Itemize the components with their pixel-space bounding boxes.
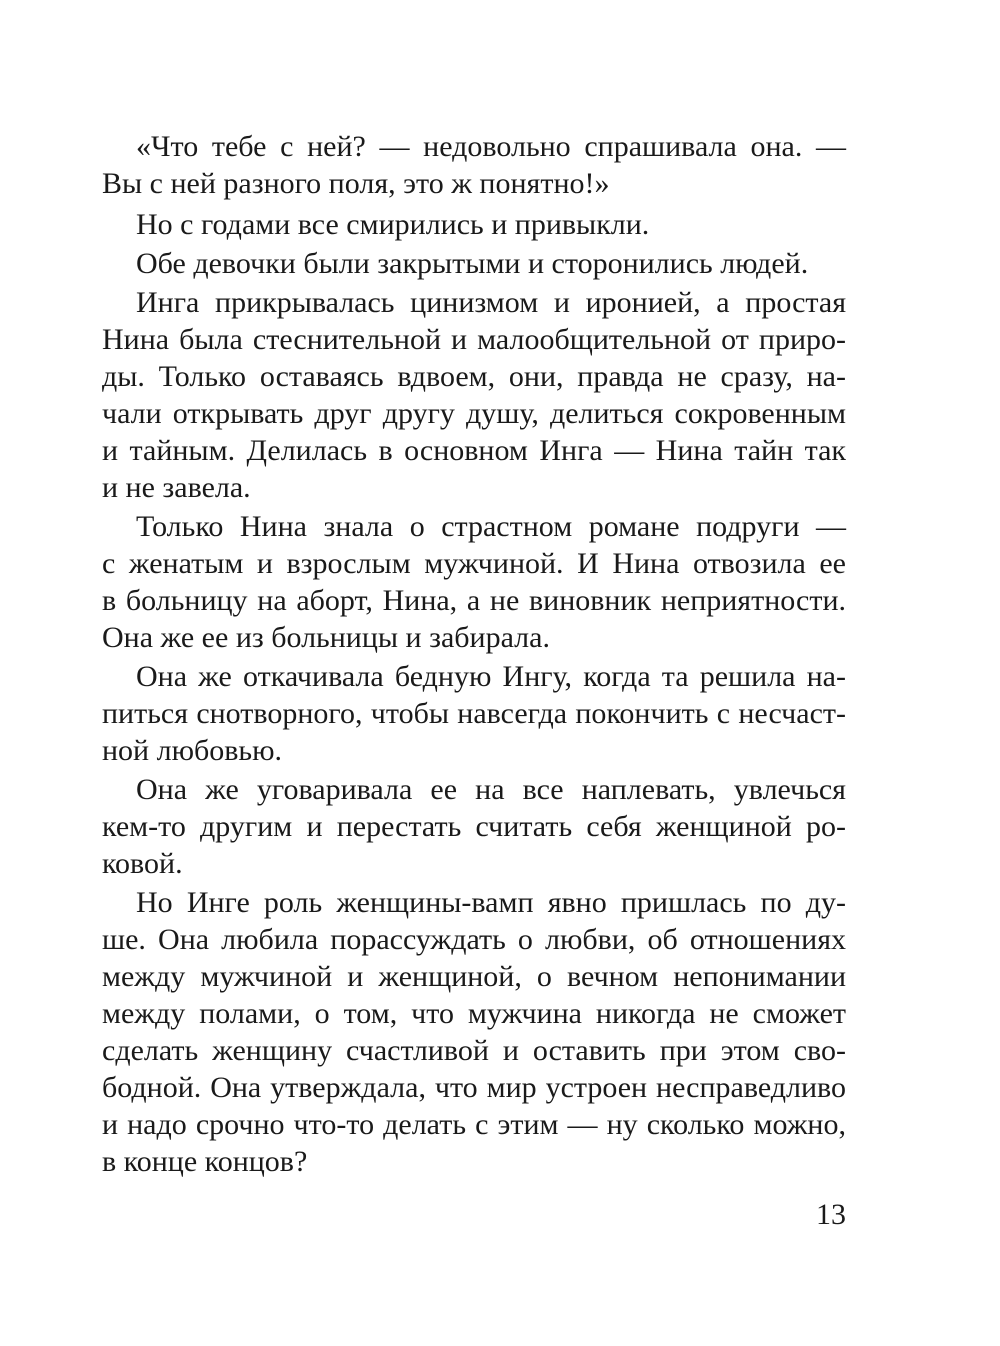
text-line: Она же уговаривала ее на все наплевать, увлечься: [136, 773, 846, 806]
text-line: ды. Только оставаясь вдвоем, они, правда не сразу, на-: [102, 360, 846, 393]
text-line: Она же откачивала бедную Ингу, когда та решила на-: [136, 660, 846, 693]
text-line: и надо срочно что-то делать с этим — ну сколько можно,: [102, 1108, 846, 1141]
text-line: Нина была стеснительной и малообщительной от приро-: [102, 323, 846, 356]
text-line: бодной. Она утверждала, что мир устроен несправедливо: [102, 1071, 846, 1104]
text-line: ше. Она любила порассуждать о любви, об отношениях: [102, 923, 846, 956]
text-line: Только Нина знала о страстном романе подруги —: [136, 510, 846, 543]
text-line: питься снотворного, чтобы навсегда покончить с несчаст-: [102, 697, 846, 730]
text-line: и тайным. Делилась в основном Инга — Нина тайн так: [102, 434, 846, 467]
text-line: «Что тебе с ней? — недовольно спрашивала она. —: [136, 130, 846, 163]
text-line: ковой.: [102, 847, 183, 880]
text-line: сделать женщину счастливой и оставить при этом сво-: [102, 1034, 846, 1067]
text-line: Но с годами все смирились и привыкли.: [136, 208, 650, 241]
text-line: и не завела.: [102, 471, 251, 504]
text-line: Она же ее из больницы и забирала.: [102, 621, 550, 654]
text-line: Инга прикрывалась цинизмом и иронией, а простая: [136, 286, 846, 319]
text-line: между мужчиной и женщиной, о вечном непонимании: [102, 960, 846, 993]
text-line: чали открывать друг другу душу, делиться сокровенным: [102, 397, 846, 430]
text-line: Обе девочки были закрытыми и сторонились людей.: [136, 247, 809, 280]
text-line: в больницу на аборт, Нина, а не виновник неприятности.: [102, 584, 846, 617]
text-line: с женатым и взрослым мужчиной. И Нина отвозила ее: [102, 547, 846, 580]
text-line: между полами, о том, что мужчина никогда не сможет: [102, 997, 846, 1030]
text-line: Вы с ней разного поля, это ж понятно!»: [102, 167, 610, 200]
text-line: Но Инге роль женщины-вамп явно пришлась по ду-: [136, 886, 846, 919]
text-line: в конце концов?: [102, 1145, 308, 1178]
text-line: ной любовью.: [102, 734, 283, 767]
text-line: кем-то другим и перестать считать себя женщиной ро-: [102, 810, 846, 843]
page-number: 13: [816, 1198, 846, 1231]
